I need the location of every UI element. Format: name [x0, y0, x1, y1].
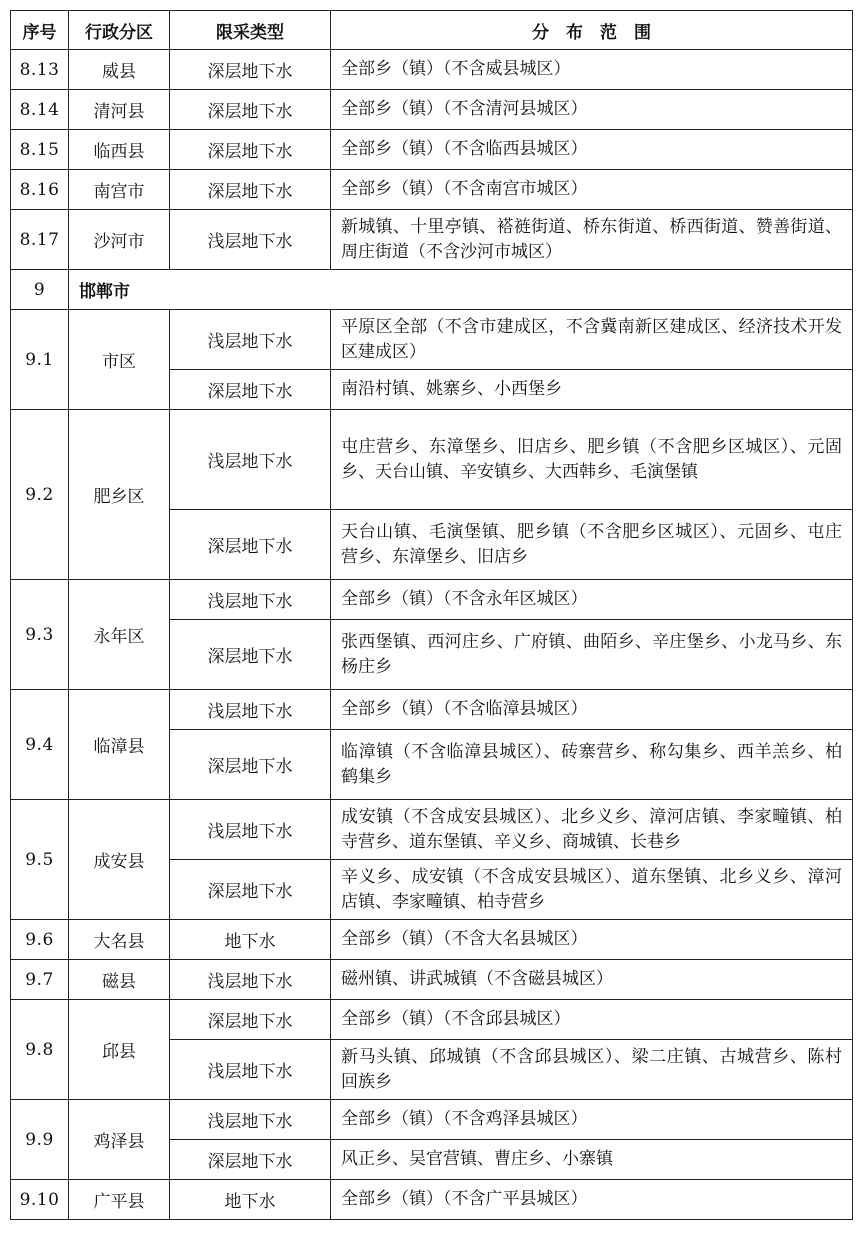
row-seq: 9.6 [11, 920, 69, 960]
row-type: 地下水 [170, 920, 331, 960]
row-range: 南沿村镇、姚寨乡、小西堡乡 [331, 370, 853, 410]
row-seq: 9.2 [11, 410, 69, 580]
table-row [11, 960, 853, 1000]
row-range: 临漳镇（不含临漳县城区）、砖寨营乡、称勾集乡、西羊羔乡、柏鹤集乡 [331, 730, 853, 800]
header-district: 行政分区 [69, 11, 170, 50]
row-range: 张西堡镇、西河庄乡、广府镇、曲陌乡、辛庄堡乡、小龙马乡、东杨庄乡 [331, 620, 853, 690]
row-type: 浅层地下水 [170, 410, 331, 510]
row-type: 浅层地下水 [170, 800, 331, 860]
row-range: 屯庄营乡、东漳堡乡、旧店乡、肥乡镇（不含肥乡区城区）、元固乡、天台山镇、辛安镇乡、大西韩乡、毛演堡镇 [331, 410, 853, 510]
row-seq: 8.14 [11, 90, 69, 130]
row-seq: 9.7 [11, 960, 69, 1000]
document-page [10, 10, 853, 1220]
row-seq: 9 [11, 270, 69, 310]
row-type: 深层地下水 [170, 620, 331, 690]
row-seq: 8.15 [11, 130, 69, 170]
row-type: 浅层地下水 [170, 690, 331, 730]
row-type: 浅层地下水 [170, 580, 331, 620]
header-seq: 序号 [11, 11, 69, 50]
row-type: 深层地下水 [170, 730, 331, 800]
row-range: 全部乡（镇）（不含南宫市城区） [331, 170, 853, 210]
table-row [11, 800, 853, 860]
table-row [11, 410, 853, 510]
row-range: 辛义乡、成安镇（不含成安县城区）、道东堡镇、北乡义乡、漳河店镇、李家疃镇、柏寺营乡 [331, 860, 853, 920]
row-district: 临西县 [69, 130, 170, 170]
row-range: 全部乡（镇）（不含鸡泽县城区） [331, 1100, 853, 1140]
row-district: 磁县 [69, 960, 170, 1000]
row-district: 市区 [69, 310, 170, 410]
row-seq: 9.4 [11, 690, 69, 800]
row-range: 天台山镇、毛演堡镇、肥乡镇（不含肥乡区城区）、元固乡、屯庄营乡、东漳堡乡、旧店乡 [331, 510, 853, 580]
table-row [11, 1100, 853, 1140]
row-range: 全部乡（镇）（不含临西县城区） [331, 130, 853, 170]
table-row [11, 90, 853, 130]
table-row [11, 690, 853, 730]
table-row [11, 210, 853, 270]
row-district: 成安县 [69, 800, 170, 920]
row-type: 深层地下水 [170, 90, 331, 130]
row-range: 全部乡（镇）（不含清河县城区） [331, 90, 853, 130]
row-type: 浅层地下水 [170, 210, 331, 270]
row-range: 全部乡（镇）（不含邱县城区） [331, 1000, 853, 1040]
row-seq: 9.8 [11, 1000, 69, 1100]
row-district: 广平县 [69, 1180, 170, 1220]
city-name: 邯郸市 [69, 270, 853, 310]
table-row [11, 310, 853, 370]
header-range: 分 布 范 围 [331, 11, 853, 50]
table-row [11, 1000, 853, 1040]
table-row [11, 580, 853, 620]
row-district: 清河县 [69, 90, 170, 130]
row-range: 磁州镇、讲武城镇（不含磁县城区） [331, 960, 853, 1000]
row-seq: 9.3 [11, 580, 69, 690]
row-range: 全部乡（镇）（不含威县城区） [331, 50, 853, 90]
table-row [11, 170, 853, 210]
row-range: 全部乡（镇）（不含大名县城区） [331, 920, 853, 960]
row-seq: 8.16 [11, 170, 69, 210]
row-type: 深层地下水 [170, 370, 331, 410]
row-type: 深层地下水 [170, 860, 331, 920]
row-range: 全部乡（镇）（不含永年区城区） [331, 580, 853, 620]
row-district: 肥乡区 [69, 410, 170, 580]
row-type: 深层地下水 [170, 130, 331, 170]
row-type: 深层地下水 [170, 170, 331, 210]
row-district: 永年区 [69, 580, 170, 690]
header-row [11, 11, 853, 50]
table-row [11, 1180, 853, 1220]
row-type: 浅层地下水 [170, 1040, 331, 1100]
row-seq: 8.13 [11, 50, 69, 90]
table-row [11, 50, 853, 90]
row-type: 浅层地下水 [170, 960, 331, 1000]
row-type: 地下水 [170, 1180, 331, 1220]
row-type: 深层地下水 [170, 510, 331, 580]
row-type: 深层地下水 [170, 50, 331, 90]
row-range: 新城镇、十里亭镇、褡裢街道、桥东街道、桥西街道、赞善街道、周庄街道（不含沙河市城区） [331, 210, 853, 270]
row-range: 成安镇（不含成安县城区）、北乡义乡、漳河店镇、李家疃镇、柏寺营乡、道东堡镇、辛义乡、商城镇、长巷乡 [331, 800, 853, 860]
row-type: 浅层地下水 [170, 310, 331, 370]
row-seq: 9.5 [11, 800, 69, 920]
row-district: 沙河市 [69, 210, 170, 270]
table-row [11, 130, 853, 170]
row-range: 新马头镇、邱城镇（不含邱县城区）、梁二庄镇、古城营乡、陈村回族乡 [331, 1040, 853, 1100]
table-row [11, 920, 853, 960]
row-district: 大名县 [69, 920, 170, 960]
row-seq: 9.10 [11, 1180, 69, 1220]
row-district: 威县 [69, 50, 170, 90]
row-seq: 9.9 [11, 1100, 69, 1180]
row-range: 风正乡、吴官营镇、曹庄乡、小寨镇 [331, 1140, 853, 1180]
city-row [11, 270, 853, 310]
header-type: 限采类型 [170, 11, 331, 50]
row-district: 邱县 [69, 1000, 170, 1100]
row-district: 南宫市 [69, 170, 170, 210]
row-type: 深层地下水 [170, 1140, 331, 1180]
row-type: 深层地下水 [170, 1000, 331, 1040]
row-range: 全部乡（镇）（不含广平县城区） [331, 1180, 853, 1220]
row-district: 临漳县 [69, 690, 170, 800]
row-district: 鸡泽县 [69, 1100, 170, 1180]
row-range: 全部乡（镇）（不含临漳县城区） [331, 690, 853, 730]
groundwater-restriction-table [10, 10, 853, 1220]
row-type: 浅层地下水 [170, 1100, 331, 1140]
row-seq: 9.1 [11, 310, 69, 410]
row-seq: 8.17 [11, 210, 69, 270]
row-range: 平原区全部（不含市建成区，不含冀南新区建成区、经济技术开发区建成区） [331, 310, 853, 370]
